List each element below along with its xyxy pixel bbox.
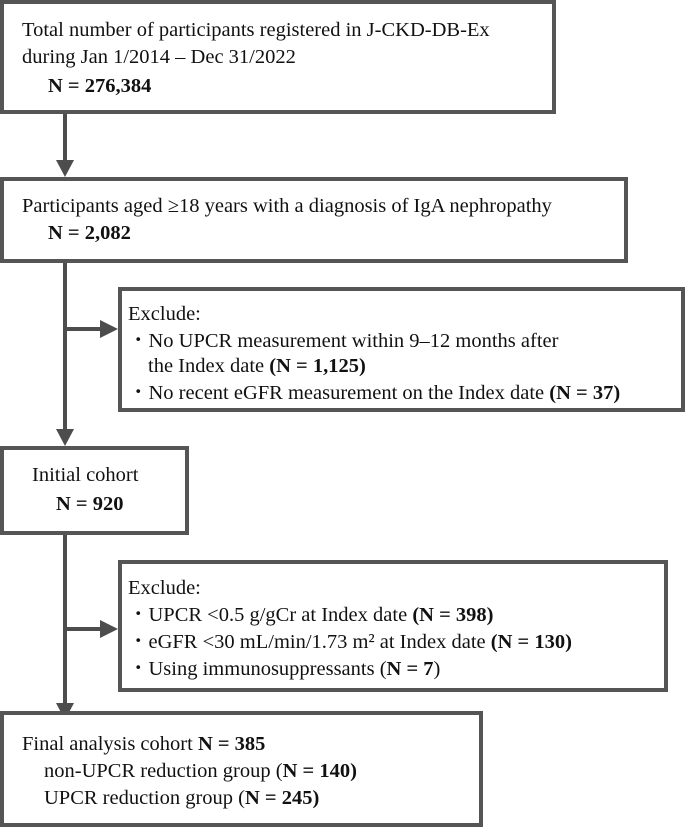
arrowhead-down-2 [56,429,74,446]
bullet: ・ [128,382,149,404]
final-cohort-box [0,711,483,827]
initial-cohort-box [0,446,189,535]
registered-participants-box [0,0,556,114]
non-reduction-count: N = 140) [282,760,357,782]
exclude2-item1: ・UPCR <0.5 g/gCr at Index date (N = 398) [128,604,494,626]
arrowhead-right-2 [100,620,118,638]
exclusion-box-2 [118,560,668,692]
exclude1-title: Exclude: [128,303,201,325]
box4-line2: non-UPCR reduction group (N = 140) [44,760,357,782]
exclude1-item2: ・No recent eGFR measurement on the Index date (N = 37) [128,382,621,404]
exclude2-item2-count: (N = 130) [490,631,572,653]
exclude2-title: Exclude: [128,577,201,599]
exclude2-item2: ・eGFR <30 mL/min/1.73 m² at Index date (N = 130) [128,631,572,653]
exclusion-box-1 [118,287,685,412]
exclude1-item1-line2: the Index date (N = 1,125) [148,355,366,377]
bullet: ・ [128,631,149,653]
box4-count: N = 385 [197,733,266,755]
box1-line1: Total number of participants registered in J-CKD-DB-Ex [22,19,490,41]
box3-title: Initial cohort [32,464,139,486]
exclude1-item1-count: (N = 1,125) [269,355,366,377]
exclude2-item1-count: (N = 398) [412,604,494,626]
box4-line1: Final analysis cohort N = 385 [22,733,266,755]
exclude1-item1-line1: ・No UPCR measurement within 9–12 months after [128,330,559,352]
box1-count: N = 276,384 [48,75,152,97]
box1-line2: during Jan 1/2014 – Dec 31/2022 [22,46,296,68]
exclude2-item3: ・Using immunosuppressants (N = 7) [128,658,441,680]
box2-count: N = 2,082 [48,222,131,244]
arrowhead-right-1 [100,320,118,338]
reduction-count: N = 245) [245,787,320,809]
exclude2-item3-count: N = 7 [386,658,434,680]
arrowhead-down-1 [56,160,74,177]
bullet: ・ [128,658,149,680]
bullet: ・ [128,330,149,352]
box2-line1: Participants aged ≥18 years with a diagnosis of IgA nephropathy [22,195,552,217]
box3-count: N = 920 [56,493,124,515]
igan-participants-box [0,177,628,263]
exclude1-item2-count: (N = 37) [549,382,621,404]
bullet: ・ [128,604,149,626]
box4-line3: UPCR reduction group (N = 245) [44,787,320,809]
